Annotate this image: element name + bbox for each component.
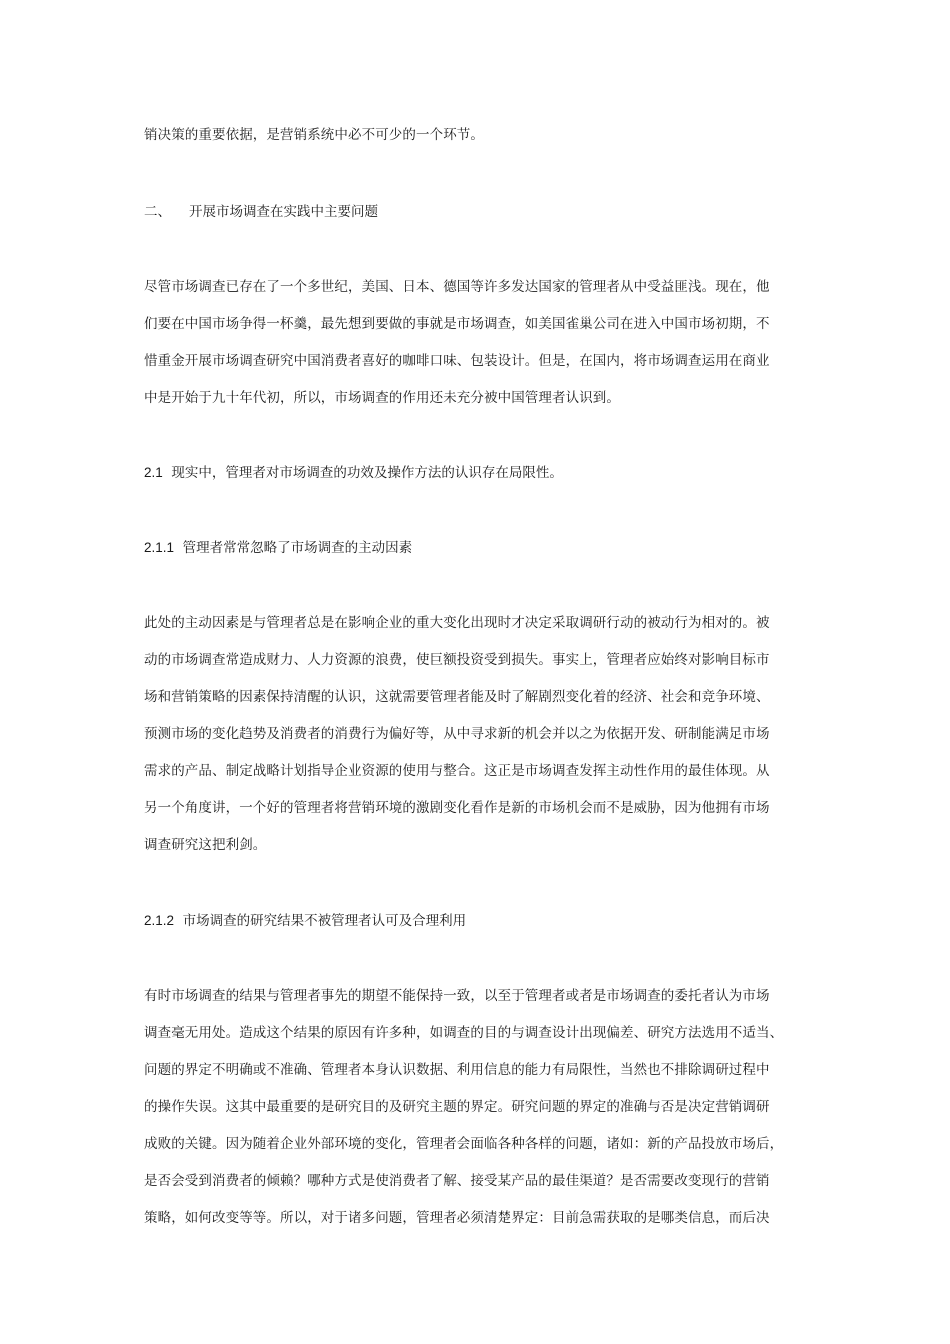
section-2-heading [144,203,378,221]
paragraph-3-line: 策略，如何改变等等。所以，对于诸多问题，管理者必须清楚界定：目前急需获取的是哪类信息，而后决 [144,1210,770,1226]
paragraph-1-line: 中是开始于九十年代初，所以，市场调查的作用还未充分被中国管理者认识到。 [144,390,620,406]
paragraph-2-line: 动的市场调查常造成财力、人力资源的浪费，使巨额投资受到损失。事实上，管理者应始终对影响目标市 [144,652,770,668]
paragraph-3-line: 调查毫无用处。造成这个结果的原因有许多种，如调查的目的与调查设计出现偏差、研究方法选用不适当、 [144,1025,784,1041]
paragraph-2-line: 场和营销策略的因素保持清醒的认识，这就需要管理者能及时了解剧烈变化着的经济、社会和竞争环境、 [144,689,770,705]
section-2-1-2-number: 2.1.2 [144,913,175,928]
section-2-1-heading [144,464,563,482]
section-2-1-2-heading [144,912,466,930]
paragraph-3-line: 是否会受到消费者的倾赖？哪种方式是使消费者了解、接受某产品的最佳渠道？是否需要改变现行的营销 [144,1173,770,1189]
section-2-1-2-title: 市场调查的研究结果不被管理者认可及合理利用 [182,913,467,929]
paragraph-2-line: 预测市场的变化趋势及消费者的消费行为偏好等，从中寻求新的机会并以之为依据开发、研制能满足市场 [144,726,770,742]
section-2-1-1-title: 管理者常常忽略了市场调查的主动因素 [182,540,413,556]
paragraph-3-line: 的操作失误。这其中最重要的是研究目的及研究主题的界定。研究问题的界定的准确与否是决定营销调研 [144,1099,770,1115]
section-2-1-1-number: 2.1.1 [144,540,175,555]
paragraph-2-line: 此处的主动因素是与管理者总是在影响企业的重大变化出现时才决定采取调研行动的被动行为相对的。被 [144,615,770,631]
paragraph-1-line: 们要在中国市场争得一杯羹，最先想到要做的事就是市场调查，如美国雀巢公司在进入中国市场初期，不 [144,316,770,332]
paragraph-1-line: 惜重金开展市场调查研究中国消费者喜好的咖啡口味、包装设计。但是，在国内，将市场调查运用在商业 [144,353,770,369]
paragraph-1-line: 尽管市场调查已存在了一个多世纪，美国、日本、德国等许多发达国家的管理者从中受益匪浅。现在，他 [144,279,770,295]
section-2-1-title: 现实中，管理者对市场调查的功效及操作方法的认识存在局限性。 [171,465,563,481]
intro-tail-line: 销决策的重要依据，是营销系统中必不可少的一个环节。 [144,127,484,143]
section-2-title: 开展市场调查在实践中主要问题 [189,204,378,220]
paragraph-3-line: 问题的界定不明确或不准确、管理者本身认识数据、利用信息的能力有局限性，当然也不排除调研过程中 [144,1062,770,1078]
section-2-number: 二、 [144,204,171,220]
paragraph-2-line: 调查研究这把利剑。 [144,837,267,853]
paragraph-3-line: 有时市场调查的结果与管理者事先的期望不能保持一致，以至于管理者或者是市场调查的委托者认为市场 [144,988,770,1004]
paragraph-2-line: 需求的产品、制定战略计划指导企业资源的使用与整合。这正是市场调查发挥主动性作用的最佳体现。从 [144,763,770,779]
paragraph-2-line: 另一个角度讲，一个好的管理者将营销环境的激剧变化看作是新的市场机会而不是威胁，因为他拥有市场 [144,800,770,816]
section-2-1-number: 2.1 [144,465,163,480]
paragraph-3-line: 成败的关键。因为随着企业外部环境的变化，管理者会面临各种各样的问题，诸如：新的产品投放市场后， [144,1136,784,1152]
section-2-1-1-heading [144,539,412,557]
